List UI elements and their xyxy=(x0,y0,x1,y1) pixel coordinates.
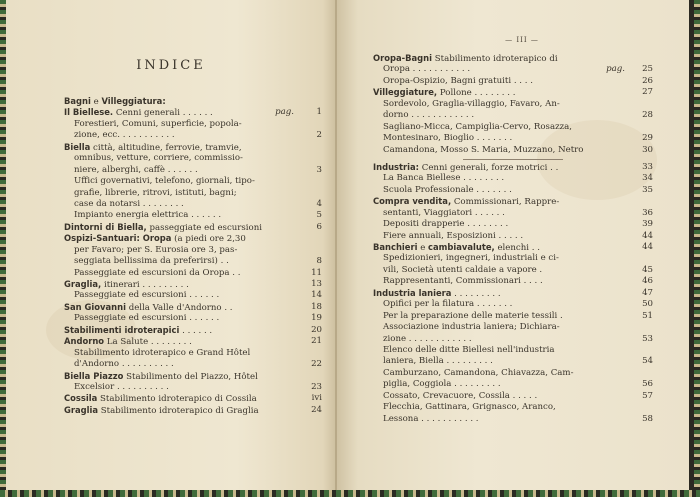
entry-text: La Salute . . . . . . . . xyxy=(104,337,192,348)
page-number: 5 xyxy=(316,210,322,221)
entry-text: Lessona . . . . . . . . . . . xyxy=(383,413,479,424)
entry-text: Flecchia, Gattinara, Grignasco, Aranco, xyxy=(383,402,556,413)
entry-heading: Ospizi-Santuari: Oropa xyxy=(64,233,172,244)
index-entry-text xyxy=(383,219,508,230)
index-entry-text xyxy=(383,265,542,276)
index-entry xyxy=(64,165,322,176)
entry-text: Camandona, Mosso S. Maria, Muzzano, Netro xyxy=(383,144,584,155)
page-number: 3 xyxy=(316,164,322,175)
entry-heading: cambiavalute, xyxy=(428,242,495,252)
index-entry-text xyxy=(74,153,243,164)
entry-text: e xyxy=(90,97,102,107)
index-entry-text xyxy=(383,185,512,196)
page-number: 58 xyxy=(642,413,653,424)
index-entry-text xyxy=(74,290,219,301)
entry-text: Passeggiate ed escursioni . . . . . . xyxy=(74,313,220,324)
page-number: 6 xyxy=(316,221,322,232)
index-entry-text xyxy=(383,173,504,184)
entry-text: Cossato, Crevacuore, Cossila . . . . . xyxy=(383,390,538,401)
index-entry-text xyxy=(74,382,169,393)
entry-text: Cenni generali, forze motrici . . xyxy=(419,162,559,173)
page-number: 35 xyxy=(642,184,653,195)
index-entry xyxy=(64,313,322,324)
index-entry xyxy=(373,185,653,196)
index-entry xyxy=(64,359,322,370)
page-number: 56 xyxy=(642,379,653,390)
page-number: 2 xyxy=(316,130,322,141)
page-number: 44 xyxy=(642,242,653,252)
index-entry xyxy=(373,99,653,110)
page-number: 36 xyxy=(642,207,653,218)
index-entry-text xyxy=(383,253,559,264)
page-number: 53 xyxy=(642,333,653,344)
index-entry xyxy=(373,122,653,133)
entry-heading: Villeggiatura: xyxy=(101,96,166,106)
index-entry-text xyxy=(74,359,174,370)
page-number: 47 xyxy=(642,287,653,298)
index-entry xyxy=(373,208,653,219)
entry-text: zione . . . . . . . . . . . . xyxy=(383,333,472,344)
entry-heading: San Giovanni xyxy=(64,301,126,312)
entry-text: Impianto energia elettrica . . . . . . xyxy=(74,210,222,221)
index-entry xyxy=(64,393,322,404)
entry-text: e xyxy=(417,243,429,253)
entry-text: itinerari . . . . . . . . . xyxy=(101,280,189,290)
index-entry-text xyxy=(383,368,573,379)
index-entry-text xyxy=(383,99,560,110)
page-number: 22 xyxy=(311,359,322,370)
page-number: 13 xyxy=(311,279,322,289)
index-entry xyxy=(373,368,653,379)
entry-text: grafie, librerie, ritrovi, istituti, bagni; xyxy=(74,187,237,198)
entry-text: Oropa . . . . . . . . . . . xyxy=(383,64,471,75)
entry-text: Excelsior . . . . . . . . . . xyxy=(74,381,169,392)
page-number: 8 xyxy=(316,256,322,267)
index-entry xyxy=(64,130,322,141)
entry-heading: Oropa-Bagni xyxy=(373,53,432,63)
entry-text: Passeggiate ed escursioni . . . . . . xyxy=(74,290,220,301)
index-entry xyxy=(373,334,653,345)
index-entry-text xyxy=(74,348,250,359)
index-entry-text xyxy=(74,130,175,141)
entry-text: Commissionari, Rappre- xyxy=(451,197,560,208)
entry-text: Oropa-Ospizio, Bagni gratuiti . . . . xyxy=(383,75,533,86)
index-entry xyxy=(373,64,653,75)
entry-text: dorno . . . . . . . . . . . . xyxy=(383,110,475,121)
entry-text: (a piedi ore 2,30 xyxy=(171,234,246,245)
entry-heading: Il Biellese. xyxy=(64,107,114,118)
left-index-list xyxy=(64,96,322,416)
index-entry-text xyxy=(383,391,537,402)
index-entry xyxy=(373,276,653,287)
index-entry xyxy=(373,379,653,390)
entry-text: Stabilimento del Piazzo, Hôtel xyxy=(123,371,258,382)
index-entry xyxy=(64,222,322,233)
entry-heading: Industria laniera xyxy=(373,287,452,298)
page-label: pag. xyxy=(606,64,625,75)
index-entry xyxy=(373,133,653,144)
entry-text: Elenco delle ditte Biellesi nell'industria xyxy=(383,344,555,355)
right-binding-edge xyxy=(694,0,700,497)
index-entry xyxy=(373,173,653,184)
entry-heading: Graglia xyxy=(64,404,99,415)
index-entry xyxy=(64,256,322,267)
entry-heading: Andorno xyxy=(64,336,105,347)
page-number: 45 xyxy=(642,264,653,275)
index-entry-text xyxy=(74,256,229,267)
index-entry xyxy=(373,253,653,264)
index-entry xyxy=(373,110,653,121)
entry-heading: Banchieri xyxy=(373,242,418,252)
index-entry xyxy=(373,322,653,333)
index-entry xyxy=(373,231,653,242)
index-entry xyxy=(373,311,653,322)
entry-text: La Banca Biellese . . . . . . . . xyxy=(383,173,505,184)
page-number: 11 xyxy=(311,267,322,278)
index-entry xyxy=(373,145,653,156)
index-entry-text xyxy=(383,122,572,133)
page-number: 24 xyxy=(311,404,322,415)
index-entry xyxy=(373,219,653,230)
index-entry xyxy=(64,107,322,118)
index-entry-text xyxy=(74,119,242,130)
page-number: 50 xyxy=(642,299,653,310)
index-title: INDICE xyxy=(136,58,206,73)
index-entry xyxy=(64,142,322,153)
entry-text: Sagliano-Micca, Campiglia-Cervo, Rosazza, xyxy=(383,121,572,132)
index-entry xyxy=(64,348,322,359)
index-entry-text xyxy=(74,176,255,187)
index-entry xyxy=(64,233,322,244)
entry-heading: Stabilimenti idroterapici xyxy=(64,324,180,335)
entry-text: Depositi drapperie . . . . . . . . xyxy=(383,219,509,230)
page-number: 25 xyxy=(642,64,653,75)
index-entry xyxy=(64,336,322,347)
index-entry xyxy=(64,119,322,130)
entry-text: Stabilimento idroterapico di Graglia xyxy=(98,405,259,416)
entry-text: Passeggiate ed escursioni da Oropa . . xyxy=(74,267,241,278)
index-entry xyxy=(64,96,322,107)
page-number: 29 xyxy=(642,133,653,144)
index-entry-text xyxy=(383,334,472,345)
entry-text: della Valle d'Andorno . . xyxy=(125,302,233,313)
index-entry-text xyxy=(383,64,470,75)
index-entry xyxy=(373,414,653,425)
entry-text: zione, ecc. . . . . . . . . . . xyxy=(74,130,175,141)
index-entry-text xyxy=(74,210,221,221)
entry-text: elenchi . . xyxy=(494,243,540,253)
index-entry xyxy=(373,196,653,207)
index-entry xyxy=(64,199,322,210)
page-number: 57 xyxy=(642,390,653,401)
page-label: pag. xyxy=(275,107,294,118)
index-entry-text xyxy=(383,145,583,156)
entry-heading: Bagni xyxy=(64,96,91,106)
entry-text: Stabilimento idroterapico di Cossila xyxy=(97,394,257,405)
index-entry-text xyxy=(383,133,512,144)
book-spread xyxy=(6,0,694,493)
index-entry-text xyxy=(383,402,556,413)
entry-text: Scuola Professionale . . . . . . . xyxy=(383,184,512,195)
index-entry xyxy=(373,242,653,253)
index-entry-text xyxy=(383,276,543,287)
index-entry-text xyxy=(74,313,219,324)
index-entry-text xyxy=(383,231,523,242)
index-entry xyxy=(373,53,653,64)
page-number: 21 xyxy=(311,336,322,347)
entry-heading: Graglia, xyxy=(64,279,102,289)
page-number: 39 xyxy=(642,219,653,230)
page-number: 18 xyxy=(311,301,322,312)
left-page xyxy=(6,0,336,490)
entry-text: case da notarsi . . . . . . . . xyxy=(74,198,184,209)
page-number: 23 xyxy=(311,381,322,392)
entry-text: omnibus, vetture, corriere, commissio- xyxy=(74,153,243,164)
page-number: 51 xyxy=(642,310,653,321)
index-entry-text xyxy=(383,356,493,367)
index-entry-text xyxy=(383,379,501,390)
entry-text: d'Andorno . . . . . . . . . . xyxy=(74,359,174,370)
index-entry-text xyxy=(74,165,198,176)
index-entry xyxy=(64,405,322,416)
index-entry xyxy=(373,288,653,299)
index-entry xyxy=(64,176,322,187)
entry-heading: Compra vendita, xyxy=(373,196,452,207)
index-entry-text xyxy=(383,76,533,87)
entry-text: laniera, Biella . . . . . . . . . xyxy=(383,356,493,367)
page-number: 4 xyxy=(316,198,322,209)
index-entry xyxy=(373,299,653,310)
page-number-header: — III — xyxy=(505,36,539,44)
page-number: 1 xyxy=(316,107,322,118)
right-page xyxy=(337,0,689,490)
index-entry xyxy=(64,325,322,336)
index-entry xyxy=(64,210,322,221)
index-entry xyxy=(373,265,653,276)
entry-text: Montesinaro, Bioglio . . . . . . . xyxy=(383,133,513,144)
page-number: 33 xyxy=(642,161,653,172)
index-entry-text xyxy=(74,268,240,279)
entry-text: piglia, Coggiola . . . . . . . . . xyxy=(383,379,501,390)
entry-heading: Villeggiature, xyxy=(373,87,438,98)
entry-text: Spedizionieri, ingegneri, industriali e ci- xyxy=(383,253,559,264)
page-number: 26 xyxy=(642,75,653,86)
entry-heading: Biella Piazzo xyxy=(64,370,124,381)
index-entry-text xyxy=(74,188,237,199)
entry-text: Pollone . . . . . . . . xyxy=(437,88,516,99)
index-entry-text xyxy=(383,110,474,121)
index-entry xyxy=(64,268,322,279)
entry-text: Forestieri, Comuni, superficie, popola- xyxy=(74,118,242,129)
entry-heading: Industria: xyxy=(373,161,420,172)
index-entry-text xyxy=(74,245,237,256)
entry-text: vili, Società utenti caldaie a vapore . xyxy=(383,264,543,275)
index-entry xyxy=(373,162,653,173)
page-number: 44 xyxy=(642,230,653,241)
page-number: 46 xyxy=(642,276,653,287)
page-number: 14 xyxy=(311,290,322,301)
index-entry xyxy=(373,87,653,98)
index-entry xyxy=(373,391,653,402)
entry-text: Per la preparazione delle materie tessili . xyxy=(383,310,563,321)
entry-text: . . . . . . . . . xyxy=(451,288,501,299)
entry-text: Opifici per la filatura . . . . . . . xyxy=(383,299,513,310)
entry-heading: Biella xyxy=(64,141,91,152)
entry-text: Fiere annuali, Esposizioni . . . . . xyxy=(383,230,524,241)
entry-text: Associazione industria laniera; Dichiara- xyxy=(383,322,560,333)
entry-text: città, altitudine, ferrovie, tramvie, xyxy=(90,142,242,153)
page-number: 28 xyxy=(642,110,653,121)
page-number: ivi xyxy=(311,393,322,404)
page-number: 19 xyxy=(311,313,322,324)
index-entry xyxy=(373,76,653,87)
index-entry xyxy=(64,245,322,256)
entry-text: . . . . . . xyxy=(179,325,213,336)
page-number: 20 xyxy=(311,324,322,335)
entry-text: Stabilimento idroterapico di xyxy=(432,54,558,64)
index-entry xyxy=(64,279,322,290)
index-entry-text xyxy=(383,414,479,425)
entry-text: niere, alberghi, caffè . . . . . . xyxy=(74,164,198,175)
page-number: 54 xyxy=(642,356,653,367)
page-number: 34 xyxy=(642,173,653,184)
right-index-list xyxy=(373,53,653,425)
entry-text: passeggiate ed escursioni xyxy=(146,222,263,233)
index-entry xyxy=(64,290,322,301)
page-number: 27 xyxy=(642,87,653,98)
index-entry-text xyxy=(383,208,505,219)
index-entry xyxy=(64,188,322,199)
entry-text: Rappresentanti, Commissionari . . . . xyxy=(383,276,543,287)
index-entry xyxy=(64,302,322,313)
index-entry xyxy=(373,345,653,356)
entry-heading: Cossila xyxy=(64,393,98,404)
entry-text: Cenni generali . . . . . . xyxy=(113,108,213,119)
index-entry-text xyxy=(64,405,259,417)
entry-text: Camburzano, Camandona, Chiavazza, Cam- xyxy=(383,367,574,378)
index-entry xyxy=(373,356,653,367)
entry-text: seggiata bellissima da preferirsi) . . xyxy=(74,256,229,267)
entry-heading: Dintorni di Biella, xyxy=(64,221,147,232)
index-entry-text xyxy=(383,311,563,322)
entry-text: Stabilimento idroterapico e Grand Hôtel xyxy=(74,347,251,358)
index-entry-text xyxy=(383,345,555,356)
page-number: 30 xyxy=(642,144,653,155)
index-entry-text xyxy=(383,299,512,310)
index-entry-text xyxy=(74,199,184,210)
index-entry xyxy=(373,402,653,413)
index-entry xyxy=(64,371,322,382)
entry-text: Sordevolo, Graglia-villaggio, Favaro, An- xyxy=(383,98,560,109)
entry-text: Uffici governativi, telefono, giornali, tipo- xyxy=(74,176,255,187)
index-entry-text xyxy=(383,322,560,333)
index-entry xyxy=(64,153,322,164)
entry-text: sentanti, Viaggiatori . . . . . . xyxy=(383,207,505,218)
index-entry xyxy=(64,382,322,393)
entry-text: per Favaro; per S. Eurosia ore 3, pas- xyxy=(74,244,238,255)
